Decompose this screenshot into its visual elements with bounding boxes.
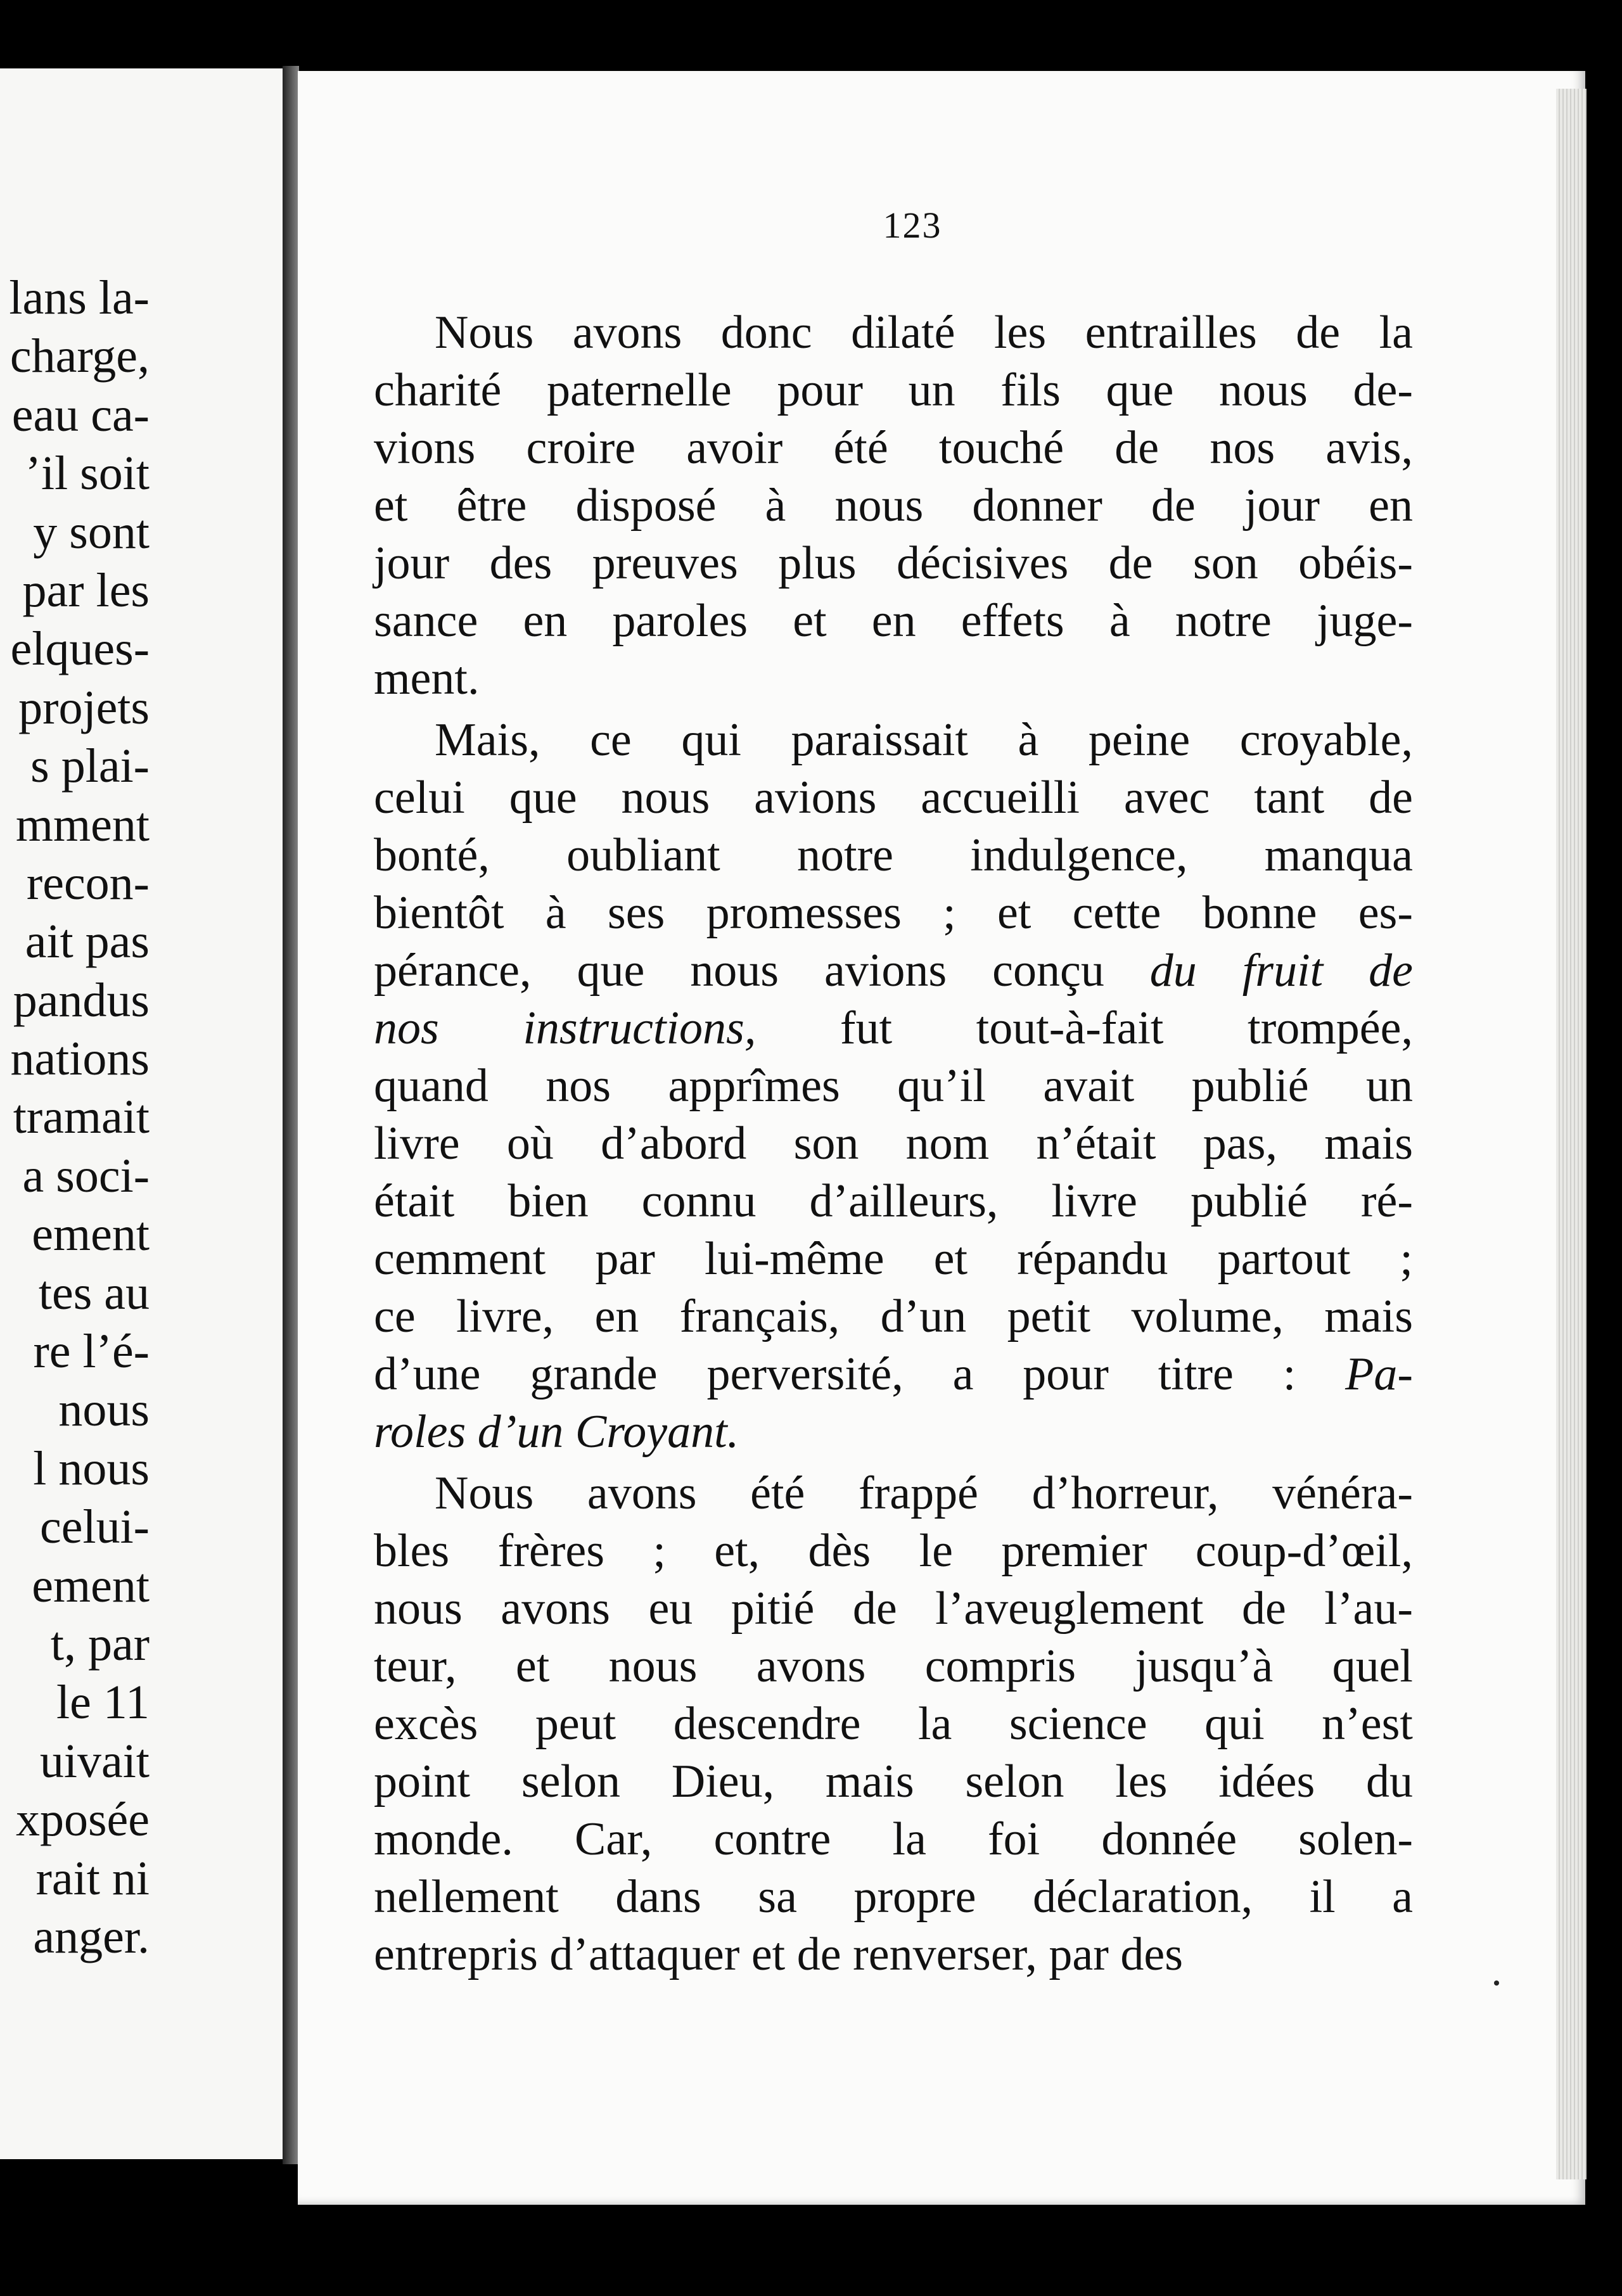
left-page-line: s plai- <box>30 739 150 793</box>
text-run: était bien connu d’ailleurs, livre publié ré- <box>374 1175 1413 1227</box>
text-line <box>374 419 1413 477</box>
text-line <box>374 1695 1413 1753</box>
left-page-line: lans la- <box>9 271 150 324</box>
left-page-line: le 11 <box>56 1676 150 1730</box>
text-line <box>374 1173 1413 1230</box>
text-line <box>374 592 1413 650</box>
text-line <box>374 1811 1413 1868</box>
italic-text: nos instructions, <box>374 1002 757 1054</box>
text-line <box>374 1868 1413 1926</box>
italic-text: roles d’un Croyant. <box>374 1406 739 1458</box>
left-page-line: charge, <box>10 329 150 383</box>
italic-text: Pa- <box>1345 1348 1413 1400</box>
text-run: charité paternelle pour un fils que nous de- <box>374 364 1413 416</box>
text-line <box>374 1057 1413 1115</box>
text-run: excès peut descendre la science qui n’est <box>374 1698 1413 1750</box>
left-page-line: xposée <box>15 1793 150 1847</box>
left-page-text <box>0 269 284 1966</box>
left-page-line: eau ca- <box>11 388 150 442</box>
text-run: fut tout-à-fait trompée, <box>756 1002 1413 1054</box>
text-line <box>374 1522 1413 1580</box>
text-line <box>374 1115 1413 1173</box>
text-run: pérance, que nous avions conçu <box>374 945 1150 997</box>
text-run: bles frères ; et, dès le premier coup-d’œil, <box>374 1525 1413 1577</box>
text-run: bonté, oubliant notre indulgence, manqua <box>374 829 1413 881</box>
left-page-line: nous <box>58 1383 150 1437</box>
text-line <box>374 304 1413 362</box>
text-line <box>374 1638 1413 1695</box>
text-run: monde. Car, contre la foi donnée solen- <box>374 1813 1413 1865</box>
text-line <box>374 650 1413 708</box>
text-run: d’une grande perversité, a pour titre : <box>374 1348 1346 1400</box>
text-run: jour des preuves plus décisives de son obéis- <box>374 537 1413 589</box>
text-line <box>374 884 1413 942</box>
text-run: sance en paroles et en effets à notre juge- <box>374 595 1413 647</box>
paragraph <box>374 304 1413 708</box>
text-run: Nous avons donc dilaté les entrailles de la <box>435 307 1413 359</box>
left-page-line: recon- <box>26 856 150 910</box>
left-page-line: elques- <box>10 622 150 676</box>
italic-text: du fruit de <box>1149 945 1413 997</box>
text-line <box>374 1230 1413 1288</box>
left-page-line: ement <box>32 1208 150 1261</box>
page-edge <box>1556 89 1587 2179</box>
left-page-line: ement <box>32 1559 150 1612</box>
left-page-line: l nous <box>33 1441 150 1495</box>
text-run: entrepris d’attaquer et de renverser, par des <box>374 1929 1184 1980</box>
left-page-line: celui- <box>39 1500 150 1554</box>
text-line <box>374 1000 1413 1057</box>
left-page-line: pandus <box>13 973 150 1027</box>
left-page-line: y sont <box>33 505 150 559</box>
text-line <box>374 1403 1413 1461</box>
text-run: livre où d’abord son nom n’était pas, mais <box>374 1118 1413 1170</box>
left-page-line: par les <box>22 563 150 617</box>
ink-speck <box>1494 1980 1499 1986</box>
text-line <box>374 769 1413 827</box>
text-line <box>374 827 1413 884</box>
left-page-line: t, par <box>50 1617 150 1671</box>
left-page-line: ait pas <box>25 915 150 969</box>
body-text <box>374 304 1413 1984</box>
text-line <box>374 711 1413 769</box>
text-line <box>374 362 1413 419</box>
left-page-line: re l’é- <box>33 1325 150 1379</box>
text-line <box>374 942 1413 1000</box>
text-run: cemment par lui-même et répandu partout ; <box>374 1233 1413 1285</box>
text-run: bientôt à ses promesses ; et cette bonne es- <box>374 887 1413 939</box>
text-run: vions croire avoir été touché de nos avis, <box>374 422 1413 474</box>
book-gutter <box>283 66 299 2164</box>
left-page <box>0 68 284 2159</box>
left-page-line: tes au <box>38 1266 150 1320</box>
text-run: celui que nous avions accueilli avec tant de <box>374 772 1413 824</box>
left-page-line: ’il soit <box>25 447 150 501</box>
text-run: ment. <box>374 653 480 705</box>
text-line <box>374 535 1413 592</box>
left-page-line: tramait <box>13 1090 150 1144</box>
text-run: nous avons eu pitié de l’aveuglement de l’au- <box>374 1583 1413 1635</box>
text-line <box>374 1753 1413 1811</box>
left-page-line: anger. <box>33 1910 150 1963</box>
text-run: et être disposé à nous donner de jour en <box>374 480 1413 532</box>
page-number: 123 <box>883 205 942 246</box>
left-page-line: rait ni <box>35 1851 150 1905</box>
text-line <box>374 1580 1413 1638</box>
text-run: quand nos apprîmes qu’il avait publié un <box>374 1060 1413 1112</box>
text-run: Mais, ce qui paraissait à peine croyable, <box>435 714 1413 766</box>
paragraph <box>374 1465 1413 1984</box>
left-page-line: nations <box>10 1032 150 1086</box>
text-run: Nous avons été frappé d’horreur, vénéra- <box>435 1467 1413 1519</box>
left-page-line: a soci- <box>22 1149 150 1202</box>
text-run: teur, et nous avons compris jusqu’à quel <box>374 1640 1413 1692</box>
text-run: nellement dans sa propre déclaration, il a <box>374 1871 1413 1923</box>
text-run: ce livre, en français, d’un petit volume, mais <box>374 1291 1413 1343</box>
text-line <box>374 1288 1413 1346</box>
text-line <box>374 1346 1413 1403</box>
text-line <box>374 477 1413 535</box>
text-run: point selon Dieu, mais selon les idées du <box>374 1756 1413 1808</box>
text-line <box>374 1465 1413 1522</box>
paragraph <box>374 711 1413 1461</box>
left-page-line: projets <box>18 680 150 734</box>
text-line <box>374 1926 1413 1984</box>
left-page-line: mment <box>15 798 150 851</box>
left-page-line: uivait <box>39 1734 150 1788</box>
